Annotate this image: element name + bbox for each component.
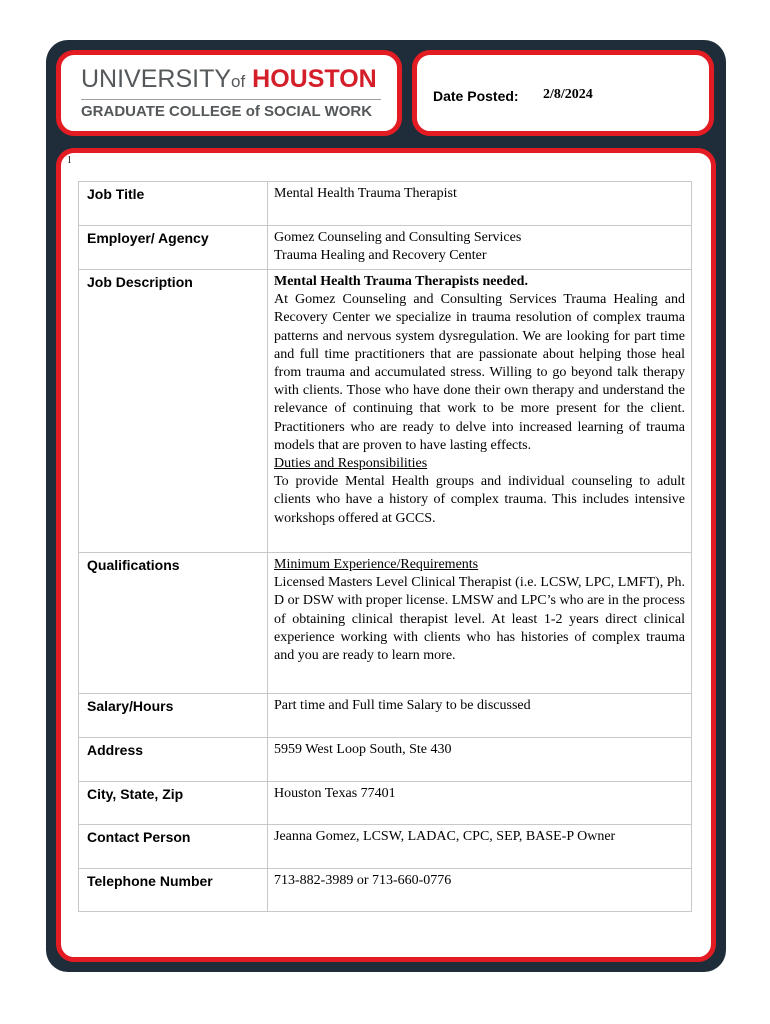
table-row [79, 782, 692, 825]
address-value: 5959 West Loop South, Ste 430 [268, 738, 692, 782]
contact-value: Jeanna Gomez, LCSW, LADAC, CPC, SEP, BASE-P Owner [268, 825, 692, 869]
logo-wordmark [81, 65, 377, 94]
date-posted-label: Date Posted: [433, 88, 519, 104]
address-label: Address [79, 738, 268, 782]
telephone-label: Telephone Number [79, 869, 268, 912]
employer-center: Trauma Healing and Recovery Center [274, 248, 487, 264]
job-title-value: Mental Health Trauma Therapist [268, 182, 692, 226]
logo-of: of [231, 72, 246, 91]
stray-mark: l [68, 155, 71, 166]
job-description-paragraph: At Gomez Counseling and Consulting Services Trauma Healing and Recovery Center we specialize in trauma resolution of complex trauma patterns and nervous system dysregulation. We are looking for part time and full time practitioners that are passionate about helping those heal from trauma and accumulated stress. Willing to go beyond talk therapy with clients. Those who have done their own therapy and understand the relevance of continuing that work to be more present for the client. Practitioners who are ready to delve into increased learning of trauma models that are proven to have lasting effects. [274, 292, 685, 453]
logo-college: GRADUATE COLLEGE of SOCIAL WORK [81, 103, 373, 120]
table-row [79, 226, 692, 270]
employer-label: Employer/ Agency [79, 226, 268, 270]
table-row [79, 553, 692, 694]
university-logo [56, 50, 402, 136]
job-description-heading: Mental Health Trauma Therapists needed. [274, 274, 528, 289]
table-row [79, 182, 692, 226]
table-row [79, 694, 692, 738]
job-description-label: Job Description [79, 270, 268, 553]
table-row [79, 869, 692, 912]
employer-name: Gomez Counseling and Consulting Services [274, 230, 522, 245]
qualifications-value [268, 553, 692, 694]
salary-label: Salary/Hours [79, 694, 268, 738]
qualifications-heading: Minimum Experience/Requirements [274, 557, 479, 572]
duties-heading: Duties and Responsibilities [274, 456, 428, 472]
table-row [79, 738, 692, 782]
date-posted-value: 2/8/2024 [543, 87, 593, 102]
date-posted-box [412, 50, 714, 136]
employer-value [268, 226, 692, 270]
job-description-value [268, 270, 692, 553]
job-details-table [78, 181, 692, 912]
qualifications-label: Qualifications [79, 553, 268, 694]
city-value: Houston Texas 77401 [268, 782, 692, 825]
job-title-label: Job Title [79, 182, 268, 226]
qualifications-text: Licensed Masters Level Clinical Therapist (i.e. LCSW, LPC, LMFT), Ph. D or DSW with proper license. LMSW and LPC’s who are in the process of obtaining clinical therapist level. At least 1-2 years direct clinical experience working with clients who has histories of complex trauma and you are ready to learn more. [274, 575, 685, 664]
city-label: City, State, Zip [79, 782, 268, 825]
logo-houston: HOUSTON [252, 65, 377, 93]
salary-value: Part time and Full time Salary to be discussed [268, 694, 692, 738]
logo-divider [81, 99, 381, 100]
contact-label: Contact Person [79, 825, 268, 869]
duties-text: To provide Mental Health groups and individual counseling to adult clients who have a history of complex trauma. This includes intensive workshops offered at GCCS. [274, 474, 685, 526]
telephone-value: 713-882-3989 or 713-660-0776 [268, 869, 692, 912]
table-row [79, 825, 692, 869]
table-row [79, 270, 692, 553]
logo-university: UNIVERSITY [81, 65, 232, 93]
